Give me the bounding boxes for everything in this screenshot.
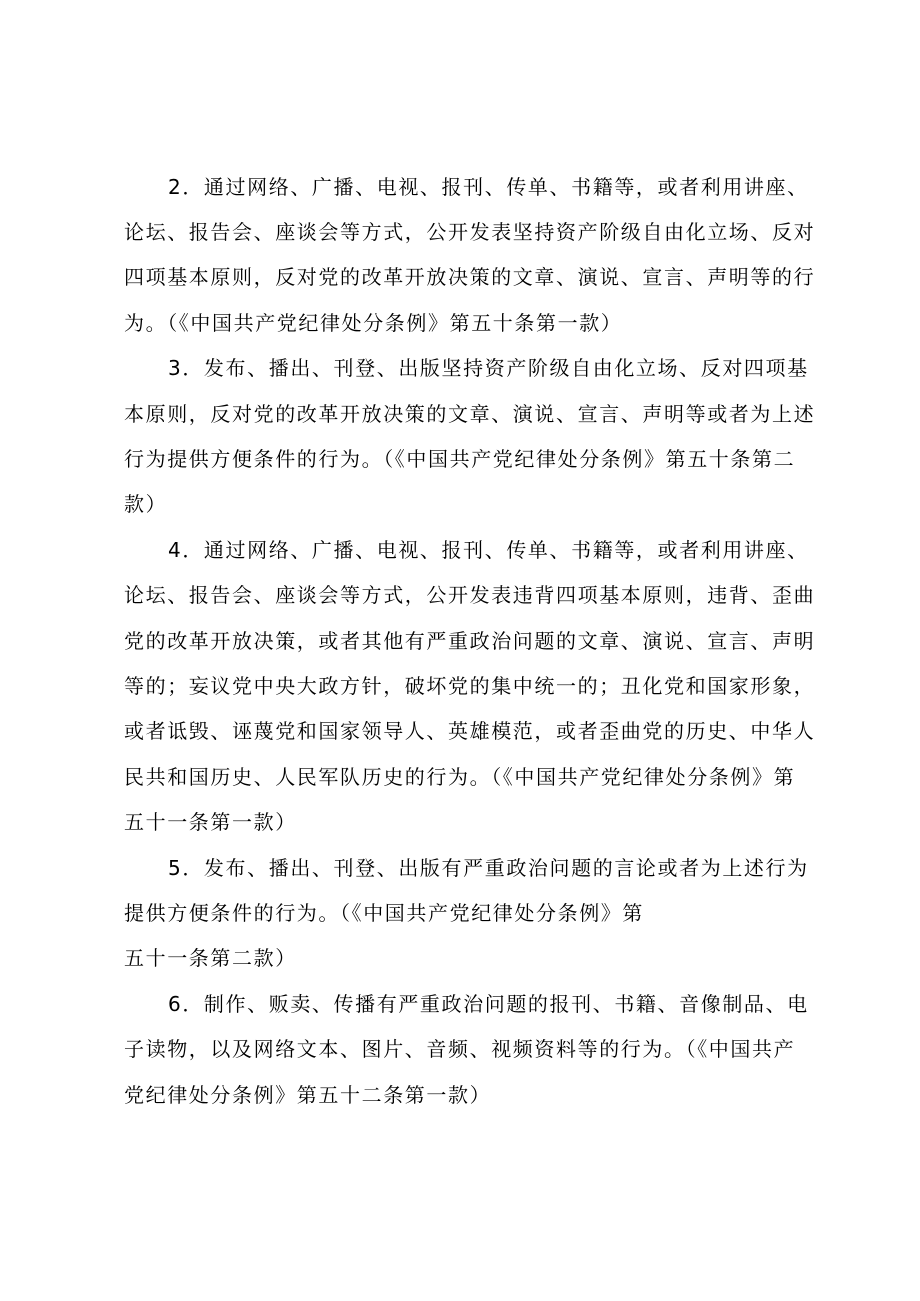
paragraph-3-line-1: 3．发布、播出、刊登、出版坚持资产阶级自由化立场、反对四项基 [168,356,809,380]
paragraph-3-line-4: 款） [124,492,168,516]
paragraph-5-line-1: 5．发布、播出、刊登、出版有严重政治问题的言论或者为上述行为 [168,856,809,880]
paragraph-4-line-2: 论坛、报告会、座谈会等方式，公开发表违背四项基本原则，违背、歪曲 [124,583,816,607]
paragraph-4-line-1: 4．通过网络、广播、电视、报刊、传单、书籍等，或者利用讲座、 [168,538,809,562]
paragraph-4-line-4: 等的；妄议党中央大政方针，破坏党的集中统一的；丑化党和国家形象， [124,674,816,698]
paragraph-2-line-1: 2．通过网络、广播、电视、报刊、传单、书籍等，或者利用讲座、 [168,175,809,199]
paragraph-2-line-2: 论坛、报告会、座谈会等方式，公开发表坚持资产阶级自由化立场、反对 [124,220,816,244]
paragraph-5-line-2: 提供方便条件的行为。（《中国共产党纪律处分条例》第 [124,901,644,925]
paragraph-4-line-5: 或者诋毁、诬蔑党和国家领导人、英雄模范，或者歪曲党的历史、中华人 [124,719,816,743]
paragraph-2-line-3: 四项基本原则，反对党的改革开放决策的文章、演说、宣言、声明等的行 [124,265,816,289]
paragraph-3-line-2: 本原则，反对党的改革开放决策的文章、演说、宣言、声明等或者为上述 [124,402,816,426]
paragraph-6-line-1: 6．制作、贩卖、传播有严重政治问题的报刊、书籍、音像制品、电 [168,992,809,1016]
paragraph-5-line-3: 五十一条第二款） [124,946,297,970]
paragraph-2-line-4: 为。（《中国共产党纪律处分条例》第五十条第一款） [124,311,623,335]
paragraph-6-line-2: 子读物，以及网络文本、图片、音频、视频资料等的行为。（《中国共产 [124,1037,796,1061]
paragraph-4-line-6: 民共和国历史、人民军队历史的行为。（《中国共产党纪律处分条例》第 [124,765,796,789]
paragraph-3-line-3: 行为提供方便条件的行为。（《中国共产党纪律处分条例》第五十条第二 [124,447,796,471]
paragraph-4-line-3: 党的改革开放决策，或者其他有严重政治问题的文章、演说、宣言、声明 [124,629,816,653]
paragraph-4-line-7: 五十一条第一款） [124,810,297,834]
paragraph-6-line-3: 党纪律处分条例》第五十二条第一款） [124,1083,492,1107]
